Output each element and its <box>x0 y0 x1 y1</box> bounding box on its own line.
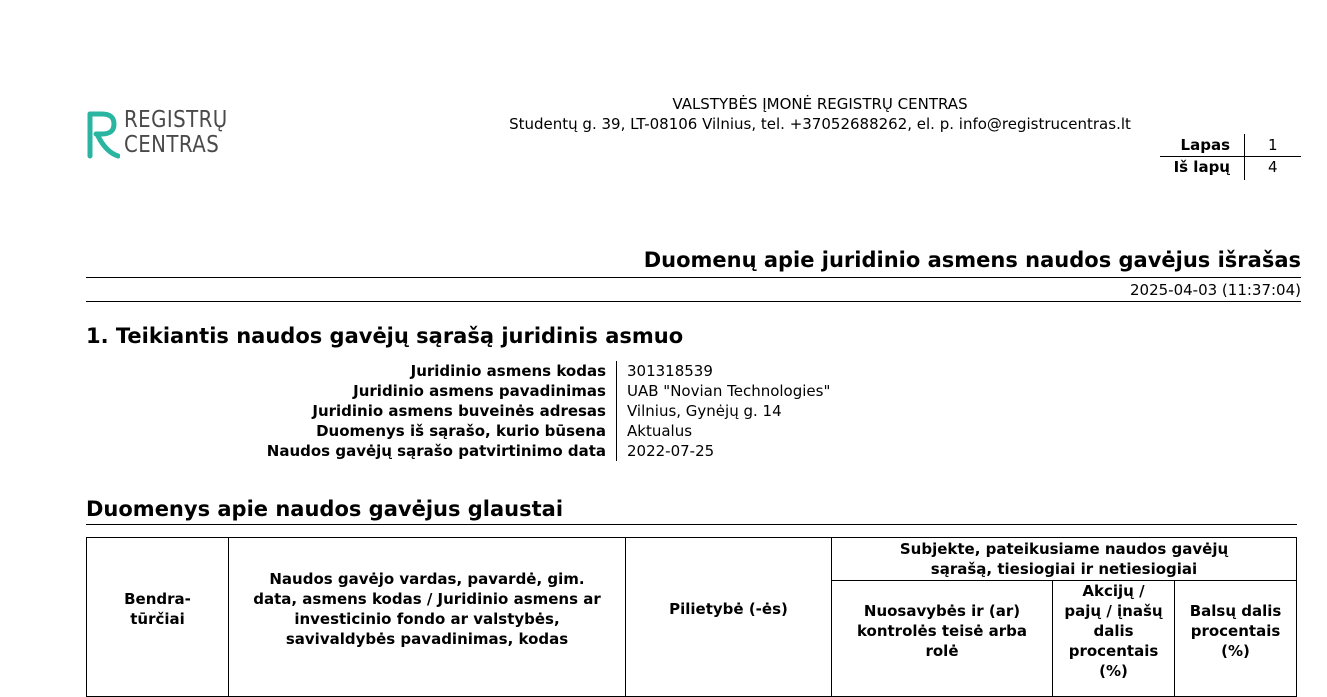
table-header-citizenship <box>625 537 832 697</box>
legal-entity-info <box>86 361 986 461</box>
info-row <box>86 421 986 441</box>
section-1-heading: 1. Teikiantis naudos gavėjų sąrašą juridinis asmuo <box>86 324 684 348</box>
page-label: Lapas <box>1180 136 1230 154</box>
info-value: UAB "Novian Technologies" <box>627 382 831 400</box>
section-2-heading: Duomenys apie naudos gavėjus glaustai <box>86 497 564 521</box>
page-value: 1 <box>1268 136 1278 154</box>
info-label: Juridinio asmens buveinės adresas <box>312 402 606 420</box>
info-value: Aktualus <box>627 422 693 440</box>
section-2-rule <box>86 524 1297 525</box>
table-header-ownership <box>831 580 1053 697</box>
table-header-votes <box>1174 580 1297 697</box>
header-text: Pilietybė (-ės) <box>669 600 788 618</box>
info-label: Duomenys iš sąrašo, kurio būsena <box>316 422 606 440</box>
table-header-shares <box>1052 580 1175 697</box>
header-text: Balsų dalis procentais (%) <box>1189 601 1282 660</box>
total-pages-value: 4 <box>1268 158 1278 176</box>
info-value: 2022-07-25 <box>627 442 715 460</box>
info-row <box>86 441 986 461</box>
beneficiaries-table <box>86 537 1297 697</box>
title-rule <box>86 277 1301 278</box>
document-date: 2025-04-03 (11:37:04) <box>1129 281 1301 299</box>
logo-line-1: REGISTRŲ <box>124 107 228 133</box>
info-label: Juridinio asmens kodas <box>410 362 606 380</box>
header-text: Nuosavybės ir (ar) kontrolės teisė arba rolė <box>856 601 1028 660</box>
header-text: Naudos gavėjo vardas, pavardė, gim. data, asmens kodas / Juridinio asmens ar investicinio fondo ar valstybės, savivaldybės pavadinimas, kodas <box>253 570 601 648</box>
header-text: Subjekte, pateikusiame naudos gavėjų sąrašą, tiesiogiai ir netiesiogiai <box>899 540 1229 578</box>
header-text: Bendra- tūrčiai <box>124 590 191 628</box>
document-title: Duomenų apie juridinio asmens naudos gavėjus išrašas <box>643 248 1301 272</box>
logo-line-2: CENTRAS <box>124 132 220 158</box>
total-pages-label: Iš lapų <box>1173 158 1230 176</box>
organization-name: VALSTYBĖS ĮMONĖ REGISTRŲ CENTRAS <box>672 95 968 113</box>
total-pages-row <box>1160 156 1301 178</box>
info-row <box>86 401 986 421</box>
page-counter <box>1160 134 1301 178</box>
table-header-group <box>831 537 1297 581</box>
page-row <box>1160 134 1301 156</box>
registru-centras-logo <box>86 108 246 164</box>
date-rule <box>86 301 1301 302</box>
info-row <box>86 361 986 381</box>
info-row <box>86 381 986 401</box>
organization-address: Studentų g. 39, LT-08106 Vilnius, tel. +37052688262, el. p. info@registrucentras.lt <box>509 115 1131 133</box>
logo-text <box>124 108 228 158</box>
table-header-beneficiary <box>228 537 626 697</box>
header-text: Akcijų / pajų / įnašų dalis procentais (%) <box>1064 582 1163 680</box>
info-value: Vilnius, Gynėjų g. 14 <box>627 402 782 420</box>
info-label: Juridinio asmens pavadinimas <box>353 382 606 400</box>
table-header-co-owners <box>86 537 229 697</box>
info-label: Naudos gavėjų sąrašo patvirtinimo data <box>266 442 606 460</box>
logo-r-icon <box>86 110 120 160</box>
info-value: 301318539 <box>627 362 713 380</box>
